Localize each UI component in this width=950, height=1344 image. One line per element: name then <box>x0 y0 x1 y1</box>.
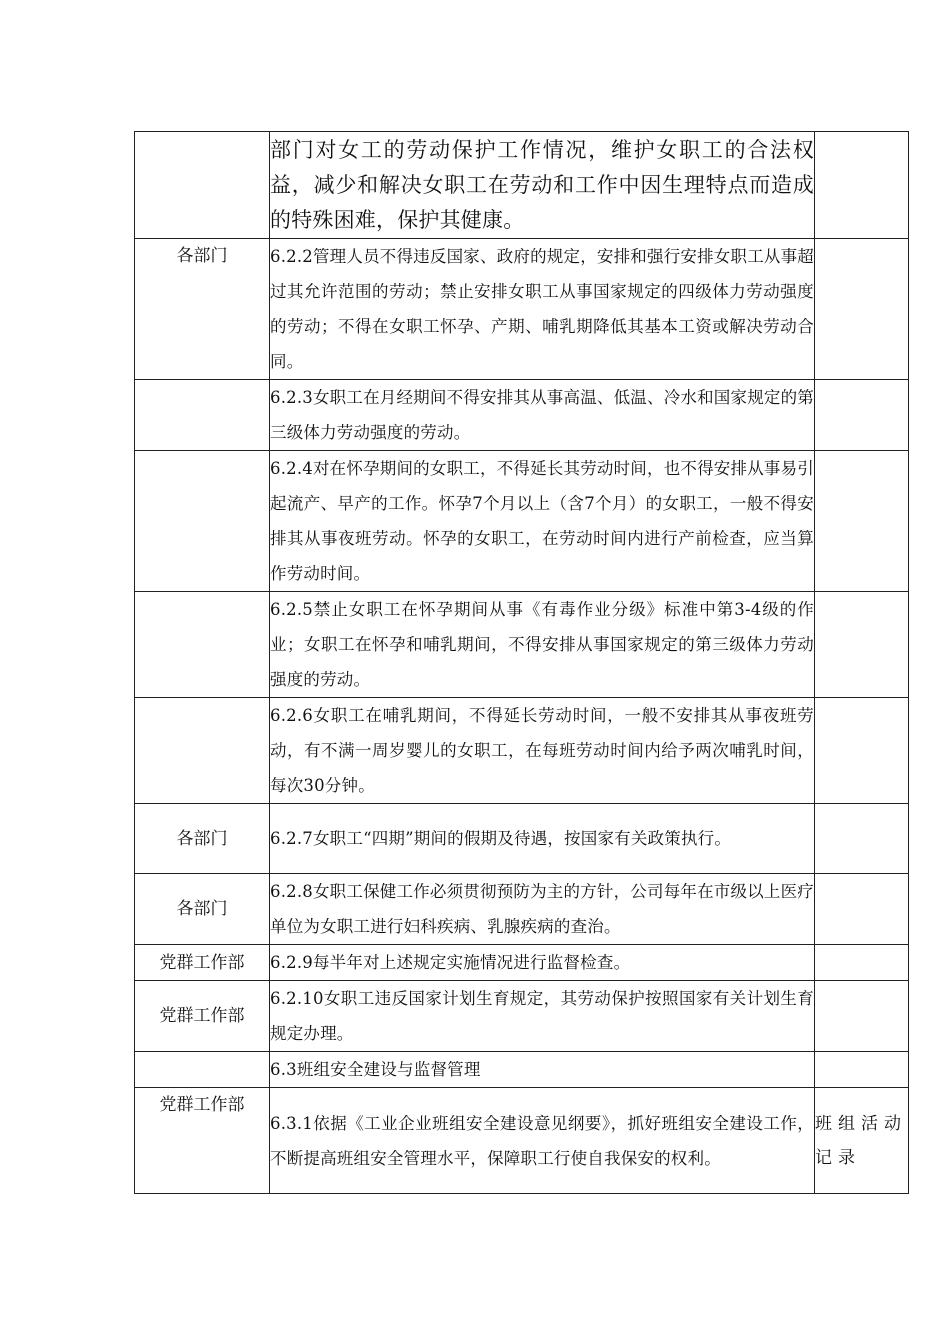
content-cell: 6.2.9每半年对上述规定实施情况进行监督检查。 <box>270 945 815 981</box>
dept-cell: 各部门 <box>135 874 270 945</box>
content-cell: 6.2.2管理人员不得违反国家、政府的规定，安排和强行安排女职工从事超过其允许范围的劳动；禁止安排女职工从事国家规定的四级体力劳动强度的劳动；不得在女职工怀孕、产期、哺乳期降低其基本工资或解决劳动合同。 <box>270 239 815 380</box>
table-row <box>135 981 909 1052</box>
dept-cell: 党群工作部 <box>135 945 270 981</box>
record-cell <box>815 804 909 874</box>
content-cell: 6.3.1依据《工业企业班组安全建设意见纲要》，抓好班组安全建设工作，不断提高班组安全管理水平，保障职工行使自我保安的权利。 <box>270 1088 815 1194</box>
dept-cell: 党群工作部 <box>135 981 270 1052</box>
record-cell <box>815 698 909 804</box>
record-cell: 班组活动记录 <box>815 1088 909 1194</box>
table-row <box>135 132 909 239</box>
table-row <box>135 451 909 592</box>
content-cell: 6.2.5禁止女职工在怀孕期间从事《有毒作业分级》标准中第3-4级的作业；女职工在怀孕和哺乳期间，不得安排从事国家规定的第三级体力劳动强度的劳动。 <box>270 592 815 698</box>
regulation-table <box>134 131 909 1194</box>
record-cell <box>815 451 909 592</box>
record-cell <box>815 132 909 239</box>
content-cell: 6.2.8女职工保健工作必须贯彻预防为主的方针，公司每年在市级以上医疗单位为女职工进行妇科疾病、乳腺疾病的查治。 <box>270 874 815 945</box>
content-cell: 6.2.10女职工违反国家计划生育规定，其劳动保护按照国家有关计划生育规定办理。 <box>270 981 815 1052</box>
content-cell: 6.2.3女职工在月经期间不得安排其从事高温、低温、冷水和国家规定的第三级体力劳动强度的劳动。 <box>270 380 815 451</box>
dept-cell <box>135 132 270 239</box>
record-cell <box>815 380 909 451</box>
record-cell <box>815 874 909 945</box>
table-row <box>135 1052 909 1088</box>
table-row <box>135 592 909 698</box>
table-row <box>135 1088 909 1194</box>
dept-cell <box>135 698 270 804</box>
dept-cell <box>135 592 270 698</box>
dept-cell: 党群工作部 <box>135 1088 270 1194</box>
record-cell <box>815 239 909 380</box>
dept-cell: 各部门 <box>135 239 270 380</box>
content-cell: 6.2.7女职工“四期”期间的假期及待遇，按国家有关政策执行。 <box>270 804 815 874</box>
table-row <box>135 945 909 981</box>
table-row <box>135 698 909 804</box>
table-row <box>135 239 909 380</box>
content-cell: 6.2.6女职工在哺乳期间，不得延长劳动时间，一般不安排其从事夜班劳动，有不满一周岁婴儿的女职工，在每班劳动时间内给予两次哺乳时间，每次30分钟。 <box>270 698 815 804</box>
table-row <box>135 804 909 874</box>
dept-cell <box>135 451 270 592</box>
record-cell <box>815 592 909 698</box>
record-cell <box>815 1052 909 1088</box>
dept-cell <box>135 1052 270 1088</box>
content-cell: 6.3班组安全建设与监督管理 <box>270 1052 815 1088</box>
table-row <box>135 874 909 945</box>
dept-cell: 各部门 <box>135 804 270 874</box>
record-cell <box>815 945 909 981</box>
content-cell: 6.2.4对在怀孕期间的女职工，不得延长其劳动时间，也不得安排从事易引起流产、早产的工作。怀孕7个月以上（含7个月）的女职工，一般不得安排其从事夜班劳动。怀孕的女职工，在劳动时间内进行产前检查，应当算作劳动时间。 <box>270 451 815 592</box>
record-cell <box>815 981 909 1052</box>
content-cell: 部门对女工的劳动保护工作情况，维护女职工的合法权益，减少和解决女职工在劳动和工作中因生理特点而造成的特殊困难，保护其健康。 <box>270 132 815 239</box>
table-row <box>135 380 909 451</box>
dept-cell <box>135 380 270 451</box>
